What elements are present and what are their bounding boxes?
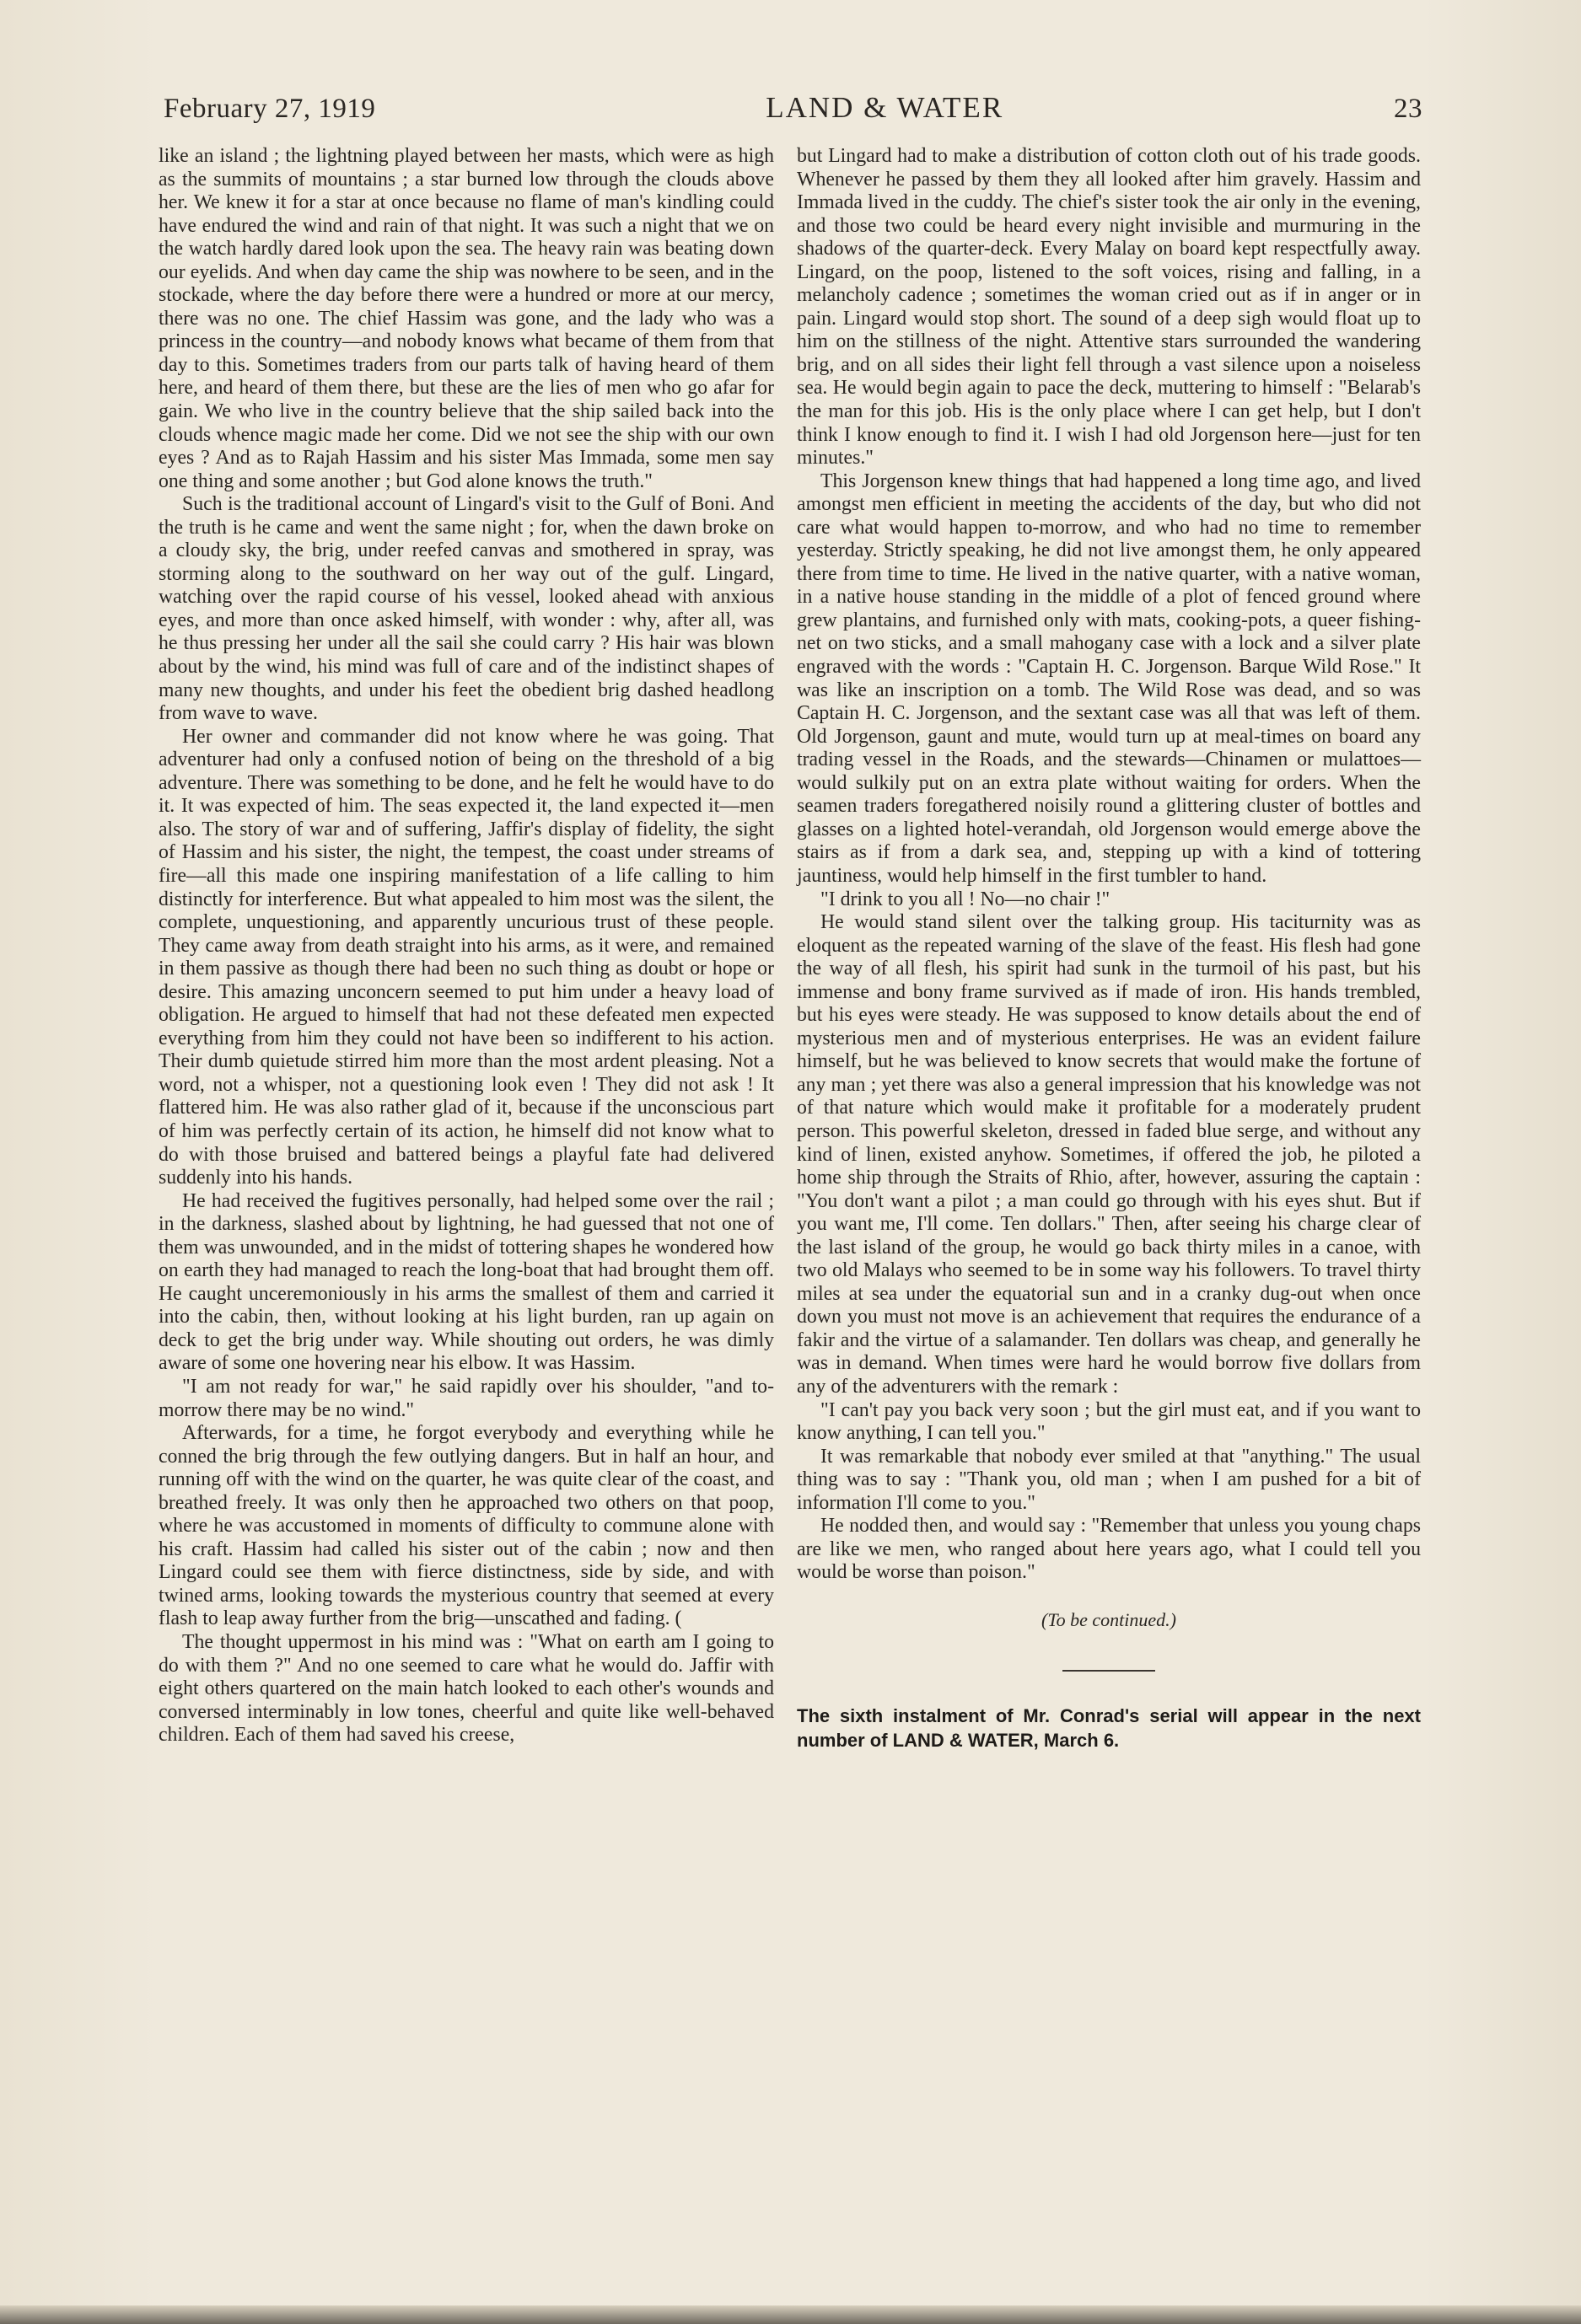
page-header	[164, 91, 1422, 125]
right-column	[797, 145, 1421, 1752]
serial-notice: The sixth instalment of Mr. Conrad's serial will appear in the next number of LAND & WATER, March 6.	[797, 1705, 1421, 1752]
paragraph: "I can't pay you back very soon ; but the girl must eat, and if you want to know anything, I can tell you."	[797, 1398, 1421, 1445]
paragraph: like an island ; the lightning played between her masts, which were as high as the summits of mountains ; a star burned low through the clouds above her. We knew it for a star at once because no flame of man's kindling could have endured the wind and rain of that night. It was such a night that we on the watch hardly dared look upon the sea. The heavy rain was beating down our eyelids. And when day came the ship was nowhere to be seen, and in the stockade, where the day before there were a hundred or more at our mercy, there was no one. The chief Hassim was gone, and the lady who was a princess in the country—and nobody knows what became of them from that day to this. Sometimes traders from our parts talk of having heard of them here, and heard of them there, but these are the lies of men who go afar for gain. We who live in the country believe that the ship sailed back into the clouds whence magic made her come. Did we not see the ship with our own eyes ? And as to Rajah Hassim and his sister Mas Immada, some men say one thing and some another ; but God alone knows the truth."	[159, 145, 774, 492]
paragraph: This Jorgenson knew things that had happened a long time ago, and lived amongst men efficient in meeting the accidents of the day, but who did not care what would happen to-morrow, and who had no time to remember yesterday. Strictly speaking, he did not live amongst them, he only appeared there from time to time. He lived in the native quarter, with a native woman, in a native house standing in the middle of a plot of fenced ground where grew plantains, and furnished only with mats, cooking-pots, a queer fishing-net on two sticks, and a small mahogany case with a lock and a silver plate engraved with the words : "Captain H. C. Jorgenson. Barque Wild Rose." It was like an inscription on a tomb. The Wild Rose was dead, and so was Captain H. C. Jorgenson, and the sextant case was all that was left of them. Old Jorgenson, gaunt and mute, would turn up at meal-times on board any trading vessel in the Roads, and the stewards—Chinamen or mulattoes—would sulkily put on an extra plate without waiting for orders. When the seamen traders foregathered noisily round a glittering cluster of bottles and glasses on a lighted hotel-verandah, old Jorgenson would emerge above the stairs as if from a dark sea, and, stepping up with a kind of tottering jauntiness, would help himself in the first tumbler to hand.	[797, 470, 1421, 887]
paragraph: The thought uppermost in his mind was : "What on earth am I going to do with them ?" And no one seemed to care what he would do. Jaffir with eight others quartered on the main hatch looked to each other's wounds and conversed interminably in low tones, cheerful and quite like well-behaved children. Each of them had saved his creese,	[159, 1631, 774, 1747]
paragraph: Afterwards, for a time, he forgot everybody and everything while he conned the brig through the few outlying dangers. But in half an hour, and running off with the wind on the quarter, he was quite clear of the coast, and breathed freely. It was only then he approached two others on that poop, where he was accustomed in moments of difficulty to commune alone with his craft. Hassim had called his sister out of the cabin ; now and then Lingard could see them with fierce distinctness, side by side, and with twined arms, looking towards the mysterious country that seemed at every flash to leap away further from the brig—unscathed and fading. (	[159, 1422, 774, 1630]
paragraph: Her owner and commander did not know where he was going. That adventurer had only a confused notion of being on the threshold of a big adventure. There was something to be done, and he felt he would have to do it. It was expected of him. The seas expected it, the land expected it—men also. The story of war and of suffering, Jaffir's display of fidelity, the sight of Hassim and his sister, the night, the tempest, the coast under streams of fire—all this made one inspiring manifestation of a life calling to him distinctly for interference. But what appealed to him most was the silent, the complete, unquestioning, and apparently uncurious trust of these people. They came away from death straight into his arms, as it were, and remained in them passive as though there had been no such thing as doubt or hope or desire. This amazing unconcern seemed to put him under a heavy load of obligation. He argued to himself that had not these defeated men expected everything from him they could not have been so indifferent to his action. Their dumb quietude stirred him more than the most ardent pleasing. Not a word, not a whisper, not a questioning look even ! They did not ask ! It flattered him. He was also rather glad of it, because if the unconscious part of him was perfectly certain of its action, he himself did not know what to do with those bruised and battered beings a playful fate had delivered suddenly into his hands.	[159, 725, 774, 1189]
paragraph: "I drink to you all ! No—no chair !"	[820, 888, 1110, 910]
continued-note: (To be continued.)	[1041, 1608, 1176, 1630]
page-number: 23	[1393, 94, 1422, 124]
paragraph: He would stand silent over the talking group. His taciturnity was as eloquent as the repeated warning of the slave of the feast. His flesh had gone the way of all flesh, his spirit had sunk in the turmoil of his past, but his immense and bony frame survived as if made of iron. His hands trembled, but his eyes were steady. He was supposed to know details about the end of mysterious men and of mysterious enterprises. He was an evident failure himself, but he was believed to know secrets that would make the fortune of any man ; yet there was also a general impression that his knowledge was not of that nature which would make it profitable for a moderately prudent person. This powerful skeleton, dressed in faded blue serge, and without any kind of linen, existed anyhow. Sometimes, if offered the job, he piloted a home ship through the Straits of Rhio, after, however, assuring the captain : "You don't want a pilot ; a man could go through with his eyes shut. But if you want me, I'll come. Ten dollars." Then, after seeing his charge clear of the last island of the group, he would go back thirty miles in a canoe, with two old Malays who seemed to be in some way his followers. To travel thirty miles at sea under the equatorial sun and in a cranky dug-out when once down you must not move is an achievement that requires the endurance of a fakir and the virtue of a salamander. Ten dollars was cheap, and generally he was in demand. When times were hard he would borrow five dollars from any of the adventurers with the remark :	[797, 911, 1421, 1398]
paragraph: "I am not ready for war," he said rapidly over his shoulder, "and to-morrow there may be no wind."	[159, 1375, 774, 1421]
issue-date: February 27, 1919	[164, 94, 376, 124]
magazine-title: LAND & WATER	[766, 91, 1004, 124]
paragraph: Such is the traditional account of Lingard's visit to the Gulf of Boni. And the truth is he came and went the same night ; for, when the dawn broke on a cloudy sky, the brig, under reefed canvas and smothered in spray, was storming along to the southward on her way out of the gulf. Lingard, watching over the rapid course of his vessel, looked ahead with anxious eyes, and more than once asked himself, with wonder : why, after all, was he thus pressing her under all the sail she could carry ? His hair was blown about by the wind, his mind was full of care and of the indistinct shapes of many new thoughts, and under his feet the obedient brig dashed headlong from wave to wave.	[159, 493, 774, 725]
paragraph: but Lingard had to make a distribution of cotton cloth out of his trade goods. Whenever he passed by them they all looked after him gravely. Hassim and Immada lived in the cuddy. The chief's sister took the air only in the evening, and those two could be heard every night invisible and murmuring in the shadows of the quarter-deck. Every Malay on board kept respectfully away. Lingard, on the poop, listened to the soft voices, rising and falling, in a melancholy cadence ; sometimes the woman cried out as if in anger or in pain. Lingard would stop short. The sound of a deep sigh would float up to him on the stillness of the night. Attentive stars surrounded the wandering brig, and on all sides their light fell through a vast silence upon a noiseless sea. He would begin again to pace the deck, muttering to himself : "Belarab's the man for this job. His is the only place where I can get help, but I don't think I know enough to find it. I wish I had old Jorgenson here—just for ten minutes."	[797, 145, 1421, 470]
left-column	[159, 145, 774, 1747]
divider-rule	[1062, 1670, 1155, 1672]
paragraph: He had received the fugitives personally, had helped some over the rail ; in the darkness, slashed about by lightning, he had guessed that not one of them was unwounded, and in the midst of tottering shapes he wondered how on earth they had managed to reach the long-boat that had brought them off. He caught unceremoniously in his arms the smallest of them and carried it into the cabin, then, without looking at his light burden, ran up again on deck to get the brig under way. While shouting out orders, he was dimly aware of some one hovering near his elbow. It was Hassim.	[159, 1189, 774, 1375]
scan-edge	[0, 2305, 1581, 2324]
paragraph: It was remarkable that nobody ever smiled at that "anything." The usual thing was to say : "Thank you, old man ; when I am pushed for a bit of information I'll come to you."	[797, 1445, 1421, 1514]
paragraph: He nodded then, and would say : "Remember that unless you young chaps are like we men, who ranged about here years ago, what I could tell you would be worse than poison."	[797, 1515, 1421, 1584]
